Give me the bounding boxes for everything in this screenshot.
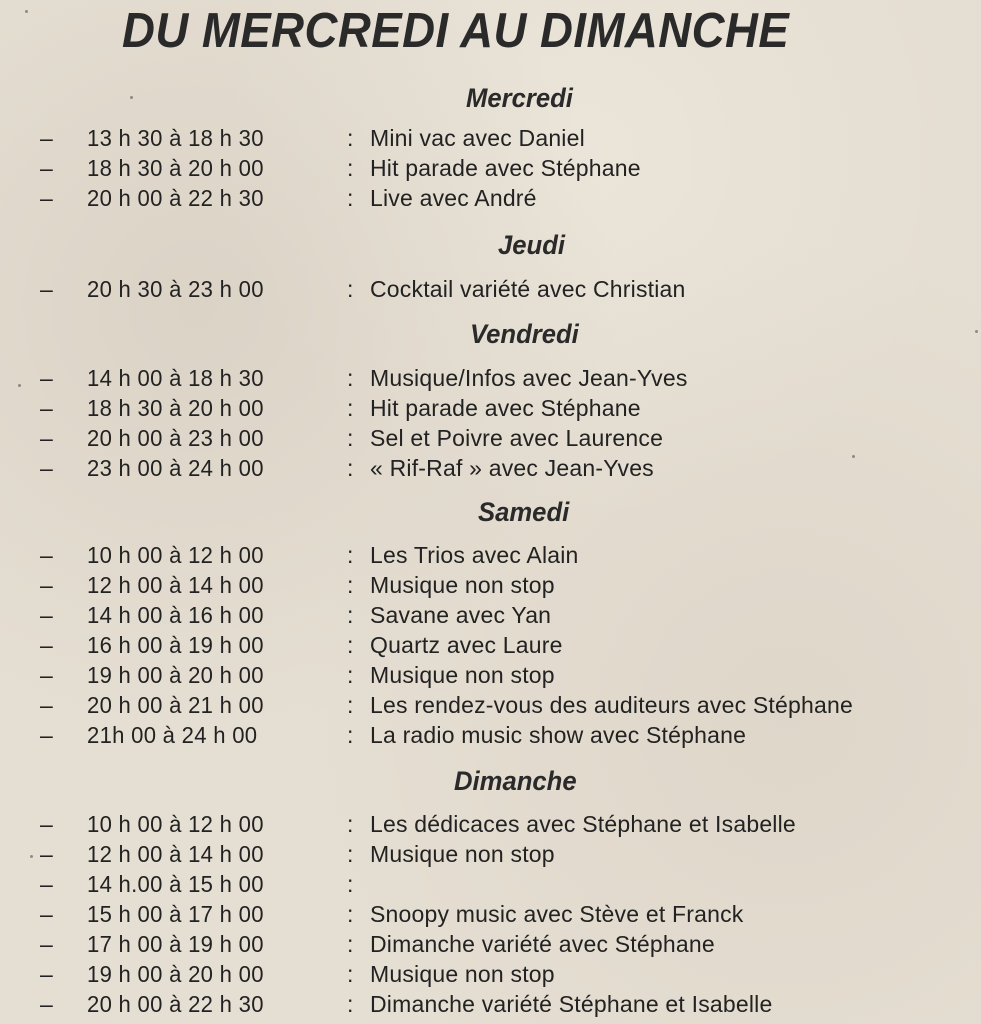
day-heading: Dimanche (454, 766, 577, 796)
paper-speck (30, 855, 33, 858)
separator: : (347, 961, 354, 987)
schedule-entry (0, 153, 981, 183)
schedule-entry (0, 869, 981, 899)
bullet-dash: – (40, 991, 53, 1017)
time-range: 12 h 00 à 14 h 00 (87, 841, 264, 867)
bullet-dash: – (40, 185, 53, 211)
time-range: 20 h 00 à 23 h 00 (87, 425, 264, 451)
bullet-dash: – (40, 395, 53, 421)
schedule-entry (0, 929, 981, 959)
day-section-dimanche (0, 765, 981, 1019)
separator: : (347, 572, 354, 598)
time-range: 12 h 00 à 14 h 00 (87, 572, 264, 598)
schedule-entry (0, 809, 981, 839)
bullet-dash: – (40, 722, 53, 748)
day-heading: Samedi (478, 497, 570, 527)
time-range: 23 h 00 à 24 h 00 (87, 455, 264, 481)
separator: : (347, 871, 354, 897)
schedule-entry (0, 453, 981, 483)
day-heading: Vendredi (470, 319, 579, 349)
paper-speck (975, 330, 978, 333)
separator: : (347, 542, 354, 568)
time-range: 20 h 00 à 21 h 00 (87, 692, 264, 718)
bullet-dash: – (40, 542, 53, 568)
separator: : (347, 185, 354, 211)
time-range: 14 h 00 à 18 h 30 (87, 365, 264, 391)
day-section-mercredi (0, 82, 981, 213)
day-heading: Mercredi (466, 83, 573, 113)
bullet-dash: – (40, 155, 53, 181)
schedule-entry (0, 959, 981, 989)
schedule-entry (0, 690, 981, 720)
schedule-list (0, 363, 981, 483)
schedule-entry (0, 630, 981, 660)
separator: : (347, 455, 354, 481)
program-name: Hit parade avec Stéphane (370, 155, 641, 181)
day-section-vendredi (0, 318, 981, 483)
paper-speck (25, 10, 28, 13)
schedule-list (0, 540, 981, 750)
bullet-dash: – (40, 901, 53, 927)
time-range: 20 h 00 à 22 h 30 (87, 185, 264, 211)
time-range: 21h 00 à 24 h 00 (87, 722, 258, 748)
separator: : (347, 125, 354, 151)
program-name: Musique non stop (370, 662, 555, 688)
schedule-entry (0, 363, 981, 393)
time-range: 18 h 30 à 20 h 00 (87, 155, 264, 181)
schedule-entry (0, 660, 981, 690)
day-section-jeudi (0, 229, 981, 304)
program-name: Les dédicaces avec Stéphane et Isabelle (370, 811, 796, 837)
program-name: Savane avec Yan (370, 602, 552, 628)
bullet-dash: – (40, 961, 53, 987)
schedule-entry (0, 423, 981, 453)
bullet-dash: – (40, 632, 53, 658)
program-name: La radio music show avec Stéphane (370, 722, 747, 748)
bullet-dash: – (40, 125, 53, 151)
paper-speck (18, 384, 21, 387)
program-name: Hit parade avec Stéphane (370, 395, 641, 421)
schedule-list (0, 809, 981, 1019)
schedule-entry (0, 274, 981, 304)
time-range: 20 h 30 à 23 h 00 (87, 276, 264, 302)
time-range: 10 h 00 à 12 h 00 (87, 542, 264, 568)
bullet-dash: – (40, 692, 53, 718)
day-heading: Jeudi (498, 230, 566, 260)
program-name: Musique non stop (370, 841, 555, 867)
schedule-entry (0, 839, 981, 869)
bullet-dash: – (40, 276, 53, 302)
time-range: 17 h 00 à 19 h 00 (87, 931, 264, 957)
schedule-entry (0, 540, 981, 570)
separator: : (347, 602, 354, 628)
separator: : (347, 276, 354, 302)
time-range: 15 h 00 à 17 h 00 (87, 901, 264, 927)
program-name: Les Trios avec Alain (370, 542, 579, 568)
separator: : (347, 425, 354, 451)
time-range: 19 h 00 à 20 h 00 (87, 961, 264, 987)
bullet-dash: – (40, 572, 53, 598)
paper-speck (130, 96, 133, 99)
separator: : (347, 692, 354, 718)
separator: : (347, 991, 354, 1017)
bullet-dash: – (40, 455, 53, 481)
time-range: 14 h 00 à 16 h 00 (87, 602, 264, 628)
time-range: 19 h 00 à 20 h 00 (87, 662, 264, 688)
program-name: Musique/Infos avec Jean-Yves (370, 365, 688, 391)
program-name: Les rendez-vous des auditeurs avec Stéphane (370, 692, 853, 718)
schedule-entry (0, 600, 981, 630)
program-name: Musique non stop (370, 572, 555, 598)
time-range: 14 h.00 à 15 h 00 (87, 871, 264, 897)
bullet-dash: – (40, 811, 53, 837)
bullet-dash: – (40, 425, 53, 451)
program-name: Sel et Poivre avec Laurence (370, 425, 664, 451)
bullet-dash: – (40, 841, 53, 867)
time-range: 10 h 00 à 12 h 00 (87, 811, 264, 837)
program-name: Dimanche variété avec Stéphane (370, 931, 715, 957)
time-range: 13 h 30 à 18 h 30 (87, 125, 264, 151)
bullet-dash: – (40, 365, 53, 391)
bullet-dash: – (40, 602, 53, 628)
program-name: Musique non stop (370, 961, 555, 987)
bullet-dash: – (40, 871, 53, 897)
program-name: « Rif-Raf » avec Jean-Yves (370, 455, 654, 481)
separator: : (347, 931, 354, 957)
schedule-entry (0, 570, 981, 600)
schedule-entry (0, 989, 981, 1019)
schedule-entry (0, 123, 981, 153)
program-name: Cocktail variété avec Christian (370, 276, 686, 302)
separator: : (347, 722, 354, 748)
separator: : (347, 155, 354, 181)
separator: : (347, 841, 354, 867)
time-range: 18 h 30 à 20 h 00 (87, 395, 264, 421)
separator: : (347, 365, 354, 391)
program-name: Live avec André (370, 185, 537, 211)
program-name: Quartz avec Laure (370, 632, 563, 658)
schedule-entry (0, 393, 981, 423)
schedule-list (0, 123, 981, 213)
paper-speck (852, 455, 855, 458)
time-range: 20 h 00 à 22 h 30 (87, 991, 264, 1017)
schedule-list (0, 274, 981, 304)
schedule-entry (0, 720, 981, 750)
separator: : (347, 811, 354, 837)
separator: : (347, 662, 354, 688)
schedule-entry (0, 183, 981, 213)
page-title: DU MERCREDI AU DIMANCHE (122, 4, 790, 58)
program-name: Dimanche variété Stéphane et Isabelle (370, 991, 773, 1017)
bullet-dash: – (40, 662, 53, 688)
program-name: Snoopy music avec Stève et Franck (370, 901, 744, 927)
separator: : (347, 632, 354, 658)
program-name: Mini vac avec Daniel (370, 125, 585, 151)
time-range: 16 h 00 à 19 h 00 (87, 632, 264, 658)
schedule-entry (0, 899, 981, 929)
bullet-dash: – (40, 931, 53, 957)
separator: : (347, 901, 354, 927)
separator: : (347, 395, 354, 421)
day-section-samedi (0, 496, 981, 750)
